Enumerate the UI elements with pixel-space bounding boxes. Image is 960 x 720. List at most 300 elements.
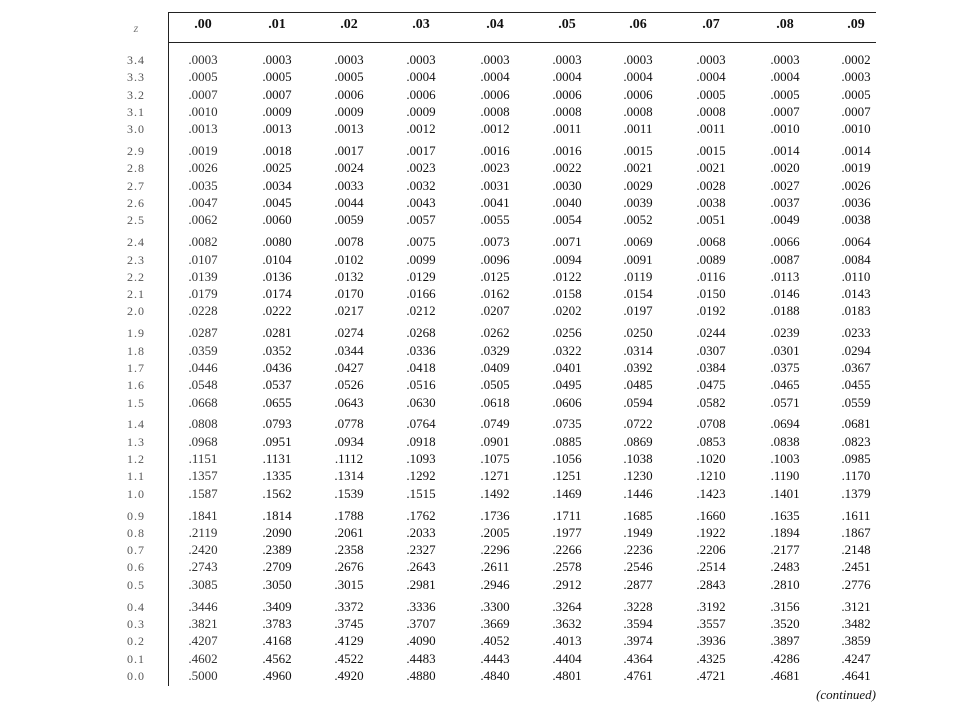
table-cell: .0049 — [770, 212, 800, 228]
table-cell: .3300 — [480, 598, 510, 614]
table-cell: .0011 — [696, 121, 726, 137]
row-z-label: 0.0 — [127, 668, 145, 683]
table-cell: .0418 — [406, 359, 436, 375]
table-cell: .3520 — [770, 615, 800, 631]
table-cell: .0087 — [770, 251, 800, 267]
table-cell: .1841 — [188, 507, 218, 523]
table-cell: .1423 — [696, 485, 726, 501]
table-cell: .0143 — [841, 286, 871, 302]
table-cell: .0021 — [696, 160, 726, 176]
table-cell: .0139 — [188, 268, 218, 284]
table-cell: .0008 — [623, 103, 653, 119]
table-cell: .0968 — [188, 433, 218, 449]
table-cell: .4247 — [841, 650, 871, 666]
table-cell: .0004 — [406, 69, 436, 85]
row-z-label: 1.4 — [127, 417, 145, 432]
table-cell: .0384 — [696, 359, 726, 375]
table-cell: .0202 — [552, 303, 582, 319]
table-cell: .0013 — [188, 121, 218, 137]
table-cell: .0793 — [262, 416, 292, 432]
table-cell: .1401 — [770, 485, 800, 501]
table-cell: .3974 — [623, 633, 653, 649]
table-cell: .0012 — [406, 121, 436, 137]
row-z-label: 1.0 — [127, 486, 145, 501]
table-cell: .0035 — [188, 177, 218, 193]
table-cell: .0008 — [552, 103, 582, 119]
table-cell: .0006 — [406, 86, 436, 102]
row-z-label: 3.0 — [127, 122, 145, 137]
table-cell: .0047 — [188, 195, 218, 210]
row-z-label: 2.1 — [127, 287, 145, 302]
table-cell: .0030 — [552, 177, 582, 193]
table-cell: .1056 — [552, 451, 582, 466]
table-cell: .0011 — [623, 121, 653, 137]
table-cell: .2709 — [262, 559, 292, 575]
row-z-label: 2.2 — [127, 269, 145, 284]
table-cell: .1867 — [841, 524, 871, 540]
table-cell: .0019 — [188, 143, 218, 159]
column-header: .02 — [340, 17, 358, 32]
table-cell: .0808 — [188, 416, 218, 432]
table-cell: .0104 — [262, 251, 292, 267]
column-header: .03 — [412, 17, 430, 32]
table-cell: .0217 — [334, 303, 364, 319]
table-cell: .1922 — [696, 524, 726, 540]
table-cell: .0352 — [262, 342, 292, 358]
table-cell: .4641 — [841, 667, 871, 683]
table-cell: .0006 — [334, 86, 364, 102]
table-cell: .0005 — [262, 69, 292, 85]
table-cell: .1003 — [770, 451, 800, 466]
table-cell: .3372 — [334, 598, 364, 614]
table-cell: .1292 — [406, 468, 436, 484]
table-cell: .0594 — [623, 394, 653, 410]
table-cell: .0409 — [480, 359, 510, 375]
table-cell: .0009 — [406, 103, 436, 119]
table-cell: .0548 — [188, 377, 218, 393]
table-cell: .0183 — [841, 303, 871, 319]
table-cell: .0016 — [480, 143, 510, 159]
table-cell: .1271 — [480, 468, 510, 484]
table-cell: .1038 — [623, 451, 653, 466]
table-cell: .0084 — [841, 251, 871, 267]
table-cell: .4920 — [334, 667, 364, 683]
table-cell: .2776 — [841, 576, 871, 592]
table-cell: .0040 — [552, 195, 582, 210]
table-cell: .1230 — [623, 468, 653, 484]
table-cell: .0013 — [334, 121, 364, 137]
table-cell: .0427 — [334, 359, 364, 375]
table-cell: .4761 — [623, 667, 653, 683]
table-cell: .1949 — [623, 524, 653, 540]
table-cell: .0516 — [406, 377, 436, 393]
table-cell: .0606 — [552, 394, 582, 410]
table-cell: .0136 — [262, 268, 292, 284]
column-header: .05 — [558, 17, 576, 32]
table-cell: .0116 — [696, 268, 726, 284]
table-cell: .3707 — [406, 615, 436, 631]
table-cell: .0262 — [480, 325, 510, 341]
table-cell: .3264 — [552, 598, 582, 614]
column-header: .04 — [486, 17, 504, 32]
table-cell: .0322 — [552, 342, 582, 358]
table-cell: .0392 — [623, 359, 653, 375]
table-cell: .0005 — [770, 86, 800, 102]
table-cell: .3859 — [841, 633, 871, 649]
table-cell: .0055 — [480, 212, 510, 228]
table-cell: .0655 — [262, 394, 292, 410]
table-cell: .4207 — [188, 633, 218, 649]
table-cell: .2119 — [188, 524, 218, 540]
table-cell: .4364 — [623, 650, 653, 666]
table-cell: .0256 — [552, 325, 582, 341]
table-cell: .2810 — [770, 576, 800, 592]
table-cell: .1357 — [188, 468, 218, 484]
row-z-label: 3.1 — [127, 104, 145, 119]
table-cell: .4286 — [770, 650, 800, 666]
table-cell: .0681 — [841, 416, 871, 432]
table-cell: .1335 — [262, 468, 292, 484]
table-cell: .0003 — [841, 69, 871, 85]
row-z-label: 2.3 — [127, 252, 145, 267]
row-z-label: 0.8 — [127, 525, 145, 540]
table-cell: .0041 — [480, 195, 510, 210]
table-cell: .1131 — [262, 451, 292, 466]
table-cell: .0018 — [262, 143, 292, 159]
table-cell: .2946 — [480, 576, 510, 592]
table-cell: .3936 — [696, 633, 726, 649]
table-cell: .1492 — [480, 485, 510, 501]
table-cell: .1711 — [552, 507, 582, 523]
table-cell: .0003 — [480, 52, 510, 67]
table-cell: .0212 — [406, 303, 436, 319]
table-cell: .0192 — [696, 303, 726, 319]
table-cell: .3336 — [406, 598, 436, 614]
table-cell: .2483 — [770, 559, 800, 575]
column-header: .08 — [776, 17, 794, 32]
table-cell: .0162 — [480, 286, 510, 302]
table-cell: .0054 — [552, 212, 582, 228]
row-z-label: 0.7 — [127, 543, 145, 558]
table-cell: .0066 — [770, 234, 800, 250]
table-cell: .0455 — [841, 377, 871, 393]
continued-note: (continued) — [816, 687, 876, 702]
table-cell: .1539 — [334, 485, 364, 501]
table-cell: .0010 — [770, 121, 800, 137]
table-cell: .4090 — [406, 633, 436, 649]
table-cell: .0934 — [334, 433, 364, 449]
table-cell: .0094 — [552, 251, 582, 267]
table-cell: .0722 — [623, 416, 653, 432]
table-cell: .0019 — [841, 160, 871, 176]
table-cell: .3192 — [696, 598, 726, 614]
column-header: .06 — [629, 17, 647, 32]
table-cell: .0314 — [623, 342, 653, 358]
table-cell: .0073 — [480, 234, 510, 250]
table-cell: .5000 — [188, 667, 218, 683]
table-cell: .1894 — [770, 524, 800, 540]
table-cell: .0401 — [552, 359, 582, 375]
table-cell: .0008 — [696, 103, 726, 119]
table-cell: .0002 — [841, 52, 871, 67]
table-cell: .4681 — [770, 667, 800, 683]
table-cell: .0016 — [552, 143, 582, 159]
table-cell: .0007 — [841, 103, 871, 119]
table-cell: .2005 — [480, 524, 510, 540]
table-cell: .0015 — [623, 143, 653, 159]
column-header: .00 — [194, 17, 212, 32]
row-z-label: 0.2 — [127, 634, 145, 649]
table-cell: .0033 — [334, 177, 364, 193]
table-cell: .0007 — [262, 86, 292, 102]
row-z-label: 0.9 — [127, 508, 145, 523]
table-cell: .1977 — [552, 524, 582, 540]
table-cell: .0028 — [696, 177, 726, 193]
table-cell: .1788 — [334, 507, 364, 523]
table-cell: .3228 — [623, 598, 653, 614]
table-cell: .0007 — [188, 86, 218, 102]
table-cell: .0125 — [480, 268, 510, 284]
table-cell: .3156 — [770, 598, 800, 614]
table-cell: .0537 — [262, 377, 292, 393]
table-cell: .0102 — [334, 251, 364, 267]
table-cell: .0188 — [770, 303, 800, 319]
table-cell: .3446 — [188, 598, 218, 614]
table-cell: .0174 — [262, 286, 292, 302]
table-cell: .0344 — [334, 342, 364, 358]
row-z-label: 1.8 — [127, 343, 145, 358]
table-cell: .0222 — [262, 303, 292, 319]
table-cell: .0004 — [696, 69, 726, 85]
table-cell: .0485 — [623, 377, 653, 393]
table-cell: .0039 — [623, 195, 653, 210]
table-cell: .0853 — [696, 433, 726, 449]
table-cell: .0301 — [770, 342, 800, 358]
header-rule-top — [168, 12, 876, 13]
table-cell: .1587 — [188, 485, 218, 501]
table-cell: .0150 — [696, 286, 726, 302]
column-header: .09 — [847, 17, 865, 32]
row-z-label: 1.7 — [127, 360, 145, 375]
table-cell: .2033 — [406, 524, 436, 540]
table-cell: .2296 — [480, 542, 510, 558]
table-cell: .0630 — [406, 394, 436, 410]
table-cell: .0037 — [770, 195, 800, 210]
table-cell: .0005 — [188, 69, 218, 85]
table-cell: .4129 — [334, 633, 364, 649]
row-z-label: 2.6 — [127, 196, 145, 210]
table-cell: .0096 — [480, 251, 510, 267]
table-cell: .0110 — [841, 268, 871, 284]
table-cell: .0010 — [841, 121, 871, 137]
table-cell: .0336 — [406, 342, 436, 358]
table-cell: .0007 — [770, 103, 800, 119]
table-cell: .0003 — [188, 52, 218, 67]
table-cell: .0197 — [623, 303, 653, 319]
table-cell: .0359 — [188, 342, 218, 358]
table-cell: .0089 — [696, 251, 726, 267]
table-cell: .1251 — [552, 468, 582, 484]
table-cell: .3594 — [623, 615, 653, 631]
table-cell: .4325 — [696, 650, 726, 666]
table-cell: .0918 — [406, 433, 436, 449]
table-cell: .1210 — [696, 468, 726, 484]
table-cell: .0034 — [262, 177, 292, 193]
table-cell: .1611 — [841, 507, 871, 523]
table-cell: .2877 — [623, 576, 653, 592]
table-cell: .3669 — [480, 615, 510, 631]
table-cell: .2643 — [406, 559, 436, 575]
table-cell: .0233 — [841, 325, 871, 341]
row-z-label: 1.6 — [127, 378, 145, 393]
table-cell: .0244 — [696, 325, 726, 341]
table-cell: .2148 — [841, 542, 871, 558]
table-cell: .0011 — [552, 121, 582, 137]
table-cell: .0009 — [334, 103, 364, 119]
table-cell: .0004 — [480, 69, 510, 85]
column-header: .01 — [268, 17, 286, 32]
table-cell: .0003 — [406, 52, 436, 67]
row-z-label: 1.3 — [127, 434, 145, 449]
row-z-label: 2.9 — [127, 144, 145, 159]
table-cell: .4602 — [188, 650, 218, 666]
table-cell: .0250 — [623, 325, 653, 341]
table-cell: .1093 — [406, 451, 436, 466]
table-cell: .0170 — [334, 286, 364, 302]
table-cell: .0294 — [841, 342, 871, 358]
table-cell: .0008 — [480, 103, 510, 119]
table-cell: .1762 — [406, 507, 436, 523]
table-cell: .0526 — [334, 377, 364, 393]
table-cell: .0764 — [406, 416, 436, 432]
table-cell: .4880 — [406, 667, 436, 683]
row-z-label: 2.7 — [127, 178, 145, 193]
table-cell: .0901 — [480, 433, 510, 449]
table-cell: .0505 — [480, 377, 510, 393]
row-z-label: 1.1 — [127, 469, 145, 484]
row-z-label: 0.6 — [127, 560, 145, 575]
table-cell: .0274 — [334, 325, 364, 341]
table-cell: .3821 — [188, 615, 218, 631]
table-cell: .0068 — [696, 234, 726, 250]
table-cell: .1685 — [623, 507, 653, 523]
table-cell: .0071 — [552, 234, 582, 250]
table-cell: .4562 — [262, 650, 292, 666]
table-cell: .3745 — [334, 615, 364, 631]
table-cell: .0006 — [480, 86, 510, 102]
table-cell: .0694 — [770, 416, 800, 432]
table-cell: .0006 — [552, 86, 582, 102]
table-cell: .3085 — [188, 576, 218, 592]
table-cell: .0708 — [696, 416, 726, 432]
table-cell: .1515 — [406, 485, 436, 501]
table-cell: .0069 — [623, 234, 653, 250]
row-z-label: 0.1 — [127, 651, 145, 666]
table-cell: .0003 — [770, 52, 800, 67]
table-cell: .0024 — [334, 160, 364, 176]
table-cell: .4404 — [552, 650, 582, 666]
table-cell: .0014 — [841, 143, 871, 159]
table-cell: .2843 — [696, 576, 726, 592]
table-cell: .0582 — [696, 394, 726, 410]
table-cell: .0005 — [696, 86, 726, 102]
table-cell: .3783 — [262, 615, 292, 631]
table-cell: .0158 — [552, 286, 582, 302]
table-cell: .0228 — [188, 303, 218, 319]
table-cell: .0132 — [334, 268, 364, 284]
table-cell: .0075 — [406, 234, 436, 250]
table-cell: .0005 — [334, 69, 364, 85]
table-cell: .0951 — [262, 433, 292, 449]
table-cell: .0838 — [770, 433, 800, 449]
table-cell: .4801 — [552, 667, 582, 683]
row-z-label: 1.5 — [127, 395, 145, 410]
table-cell: .2981 — [406, 576, 436, 592]
table-cell: .0287 — [188, 325, 218, 341]
table-cell: .0375 — [770, 359, 800, 375]
table-cell: .0044 — [334, 195, 364, 210]
table-cell: .4013 — [552, 633, 582, 649]
row-z-label: 1.9 — [127, 326, 145, 341]
table-cell: .2327 — [406, 542, 436, 558]
row-z-label: 3.2 — [127, 87, 145, 102]
row-z-label: 1.2 — [127, 452, 145, 466]
table-cell: .2358 — [334, 542, 364, 558]
table-cell: .2912 — [552, 576, 582, 592]
table-cell: .4483 — [406, 650, 436, 666]
table-cell: .0036 — [841, 195, 871, 210]
table-cell: .1112 — [334, 451, 364, 466]
table-cell: .1314 — [334, 468, 364, 484]
table-cell: .0017 — [406, 143, 436, 159]
table-cell: .0559 — [841, 394, 871, 410]
table-cell: .0078 — [334, 234, 364, 250]
table-cell: .0003 — [696, 52, 726, 67]
table-cell: .0012 — [480, 121, 510, 137]
row-z-label: 3.3 — [127, 70, 145, 85]
table-cell: .0021 — [623, 160, 653, 176]
table-cell: .0436 — [262, 359, 292, 375]
table-cell: .2578 — [552, 559, 582, 575]
table-cell: .0025 — [262, 160, 292, 176]
table-cell: .0239 — [770, 325, 800, 341]
table-cell: .0166 — [406, 286, 436, 302]
table-cell: .0571 — [770, 394, 800, 410]
table-cell: .0043 — [406, 195, 436, 210]
table-cell: .1635 — [770, 507, 800, 523]
table-cell: .0059 — [334, 212, 364, 228]
table-cell: .0207 — [480, 303, 510, 319]
table-cell: .0027 — [770, 177, 800, 193]
table-cell: .0057 — [406, 212, 436, 228]
table-cell: .1469 — [552, 485, 582, 501]
table-cell: .1020 — [696, 451, 726, 466]
table-cell: .0003 — [623, 52, 653, 67]
table-cell: .4960 — [262, 667, 292, 683]
table-cell: .3121 — [841, 598, 871, 614]
table-cell: .0009 — [262, 103, 292, 119]
table-cell: .0985 — [841, 451, 871, 466]
table-cell: .0004 — [623, 69, 653, 85]
table-cell: .0099 — [406, 251, 436, 267]
table-cell: .0038 — [696, 195, 726, 210]
table-cell: .0022 — [552, 160, 582, 176]
table-cell: .2451 — [841, 559, 871, 575]
table-cell: .3409 — [262, 598, 292, 614]
column-header: .07 — [702, 17, 720, 32]
table-cell: .3557 — [696, 615, 726, 631]
table-cell: .0004 — [770, 69, 800, 85]
